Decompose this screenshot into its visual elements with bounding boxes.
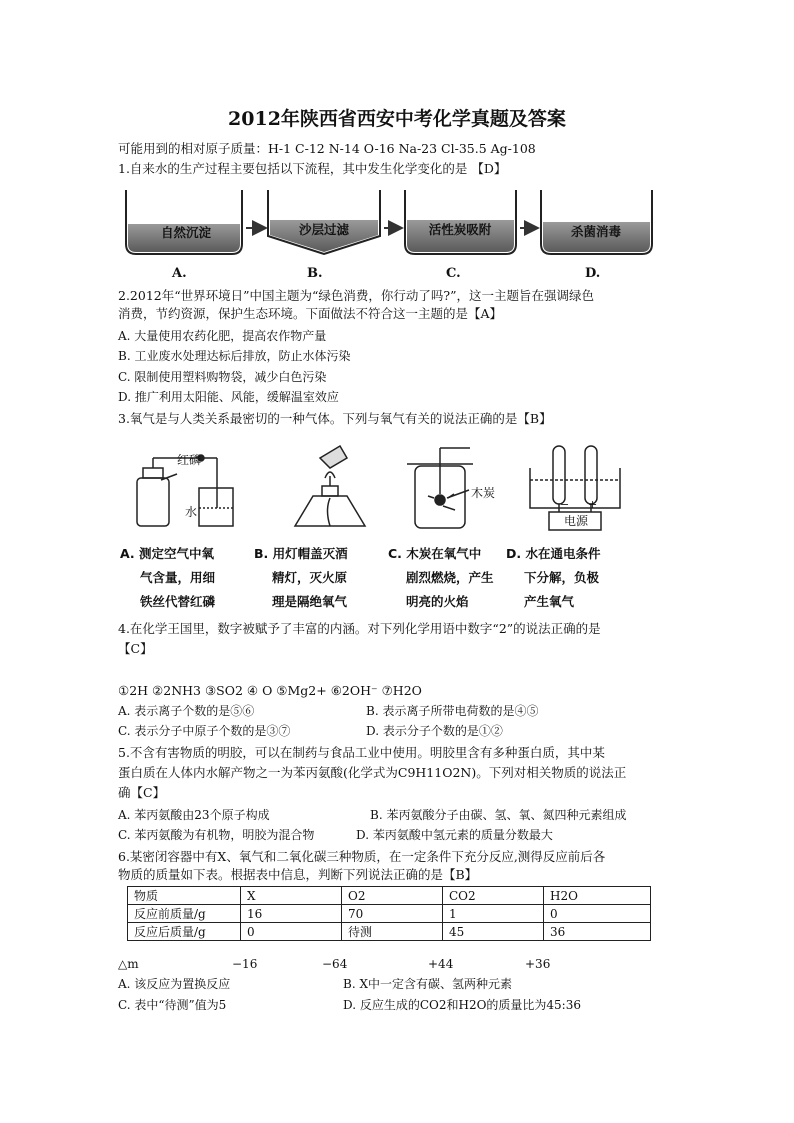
label-red-phosphorus: 红磷 (177, 453, 202, 467)
delta-co2: +44 (428, 957, 454, 971)
q1-label-b: B. (307, 266, 323, 281)
q5-option-b: B. 苯丙氨酸分子由碳、氢、氧、氮四种元素组成 (370, 808, 627, 822)
q2-option-d: D. 推广利用太阳能、风能，缓解温室效应 (118, 390, 339, 404)
table-cell: 45 (443, 923, 544, 941)
q1-step-a: 自然沉淀 (160, 225, 211, 240)
figure-b-alcohol-lamp (295, 446, 365, 526)
q1-step-c: 活性炭吸附 (428, 222, 492, 237)
figure-c-gas-jar (407, 448, 473, 528)
q4-symbols: ①2H ②2NH3 ③SO2 ④ O ⑤Mg2+ ⑥2OH⁻ ⑦H2O (118, 683, 422, 698)
table-cell: 反应前质量/g (128, 905, 241, 923)
q4-stem-2: 【C】 (118, 641, 153, 656)
table-cell: 物质 (128, 887, 241, 905)
delta-o2: −64 (322, 957, 348, 971)
q3-caption-d: D. 水在通电条件 下分解，负极 产生氧气 (506, 546, 601, 609)
table-cell: 待测 (342, 923, 443, 941)
table-cell: 70 (342, 905, 443, 923)
label-power-source: 电源 (563, 514, 588, 528)
q1-step-b: 沙层过滤 (298, 222, 349, 237)
q3-caption-b: B. 用灯帽盖灭酒 精灯，灭火原 理是隔绝氧气 (254, 546, 348, 609)
q3-caption-a: A. 测定空气中氧 气含量，用细 铁丝代替红磷 (120, 546, 216, 609)
q5-stem-2: 蛋白质在人体内水解产物之一为苯丙氨酸(化学式为C9H11O2N)。下列对相关物质的说法正 (118, 765, 627, 780)
delta-label: △m (118, 957, 139, 971)
table-cell: 16 (241, 905, 342, 923)
label-minus: − (560, 498, 570, 511)
delta-h2o: +36 (525, 957, 551, 971)
q6-option-c: C. 表中“待测”值为5 (118, 998, 227, 1012)
q1-label-d: D. (585, 266, 601, 281)
q6-stem-1: 6.某密闭容器中有X、氧气和二氧化碳三种物质，在一定条件下充分反应,测得反应前后各 (118, 849, 606, 864)
q6-option-a: A. 该反应为置换反应 (118, 977, 231, 991)
table-cell: 36 (544, 923, 651, 941)
table-cell: H2O (544, 887, 651, 905)
table-cell: 0 (544, 905, 651, 923)
page-title: 2012年陕西省西安中考化学真题及答案 (228, 108, 566, 130)
table-cell: 1 (443, 905, 544, 923)
table-row (128, 923, 651, 941)
q2-stem-2: 消费，节约资源，保护生态环境。下面做法不符合这一主题的是【A】 (118, 306, 503, 321)
label-plus: + (588, 498, 598, 511)
atomic-masses: 可能用到的相对原子质量：H-1 C-12 N-14 O-16 Na-23 Cl-35.5 Ag-108 (118, 141, 536, 156)
table-row (128, 887, 651, 905)
q6-option-d: D. 反应生成的CO2和H2O的质量比为45:36 (343, 998, 581, 1012)
table-cell: CO2 (443, 887, 544, 905)
q6-mass-table (127, 886, 651, 941)
q4-option-a: A. 表示离子个数的是⑤⑥ (118, 704, 255, 718)
table-row (128, 905, 651, 923)
q1-label-a: A. (172, 266, 187, 281)
table-cell: X (241, 887, 342, 905)
label-charcoal: 木炭 (471, 486, 496, 500)
q6-option-b: B. X中一定含有碳、氢两种元素 (343, 977, 512, 991)
q4-option-d: D. 表示分子个数的是①② (366, 724, 503, 738)
q3-stem: 3.氧气是与人类关系最密切的一种气体。下列与氧气有关的说法正确的是【B】 (118, 411, 552, 426)
q1-step-d: 杀菌消毒 (570, 224, 621, 239)
q5-option-d: D. 苯丙氨酸中氢元素的质量分数最大 (356, 828, 553, 842)
table-cell: 0 (241, 923, 342, 941)
q5-option-c: C. 苯丙氨酸为有机物，明胶为混合物 (118, 828, 315, 842)
q6-stem-2: 物质的质量如下表。根据表中信息，判断下列说法正确的是【B】 (118, 867, 478, 882)
q2-stem-1: 2.2012年“世界环境日”中国主题为“绿色消费，你行动了吗?”，这一主题旨在强调绿色 (118, 288, 595, 303)
q4-stem-1: 4.在化学王国里，数字被赋予了丰富的内涵。对下列化学用语中数字“2”的说法正确的是 (118, 621, 601, 636)
q3-caption-c: C. 木炭在氧气中 剧烈燃烧，产生 明亮的火焰 (388, 546, 494, 609)
table-cell: 反应后质量/g (128, 923, 241, 941)
tank-a (126, 190, 242, 254)
q5-stem-3: 确【C】 (118, 785, 166, 800)
q4-option-b: B. 表示离子所带电荷数的是④⑤ (366, 704, 539, 718)
q5-option-a: A. 苯丙氨酸由23个原子构成 (118, 808, 270, 822)
q1-stem: 1.自来水的生产过程主要包括以下流程，其中发生化学变化的是 【D】 (118, 161, 507, 176)
q4-option-c: C. 表示分子中原子个数的是③⑦ (118, 724, 291, 738)
q5-stem-1: 5.不含有害物质的明胶，可以在制药与食品工业中使用。明胶里含有多种蛋白质，其中某 (118, 745, 605, 760)
table-cell: O2 (342, 887, 443, 905)
q2-option-b: B. 工业废水处理达标后排放，防止水体污染 (118, 349, 351, 363)
q2-option-c: C. 限制使用塑料购物袋，减少白色污染 (118, 370, 327, 384)
q1-label-c: C. (446, 266, 461, 281)
delta-x: −16 (232, 957, 258, 971)
label-water: 水 (185, 505, 198, 519)
q2-option-a: A. 大量使用农药化肥，提高农作物产量 (118, 329, 327, 343)
